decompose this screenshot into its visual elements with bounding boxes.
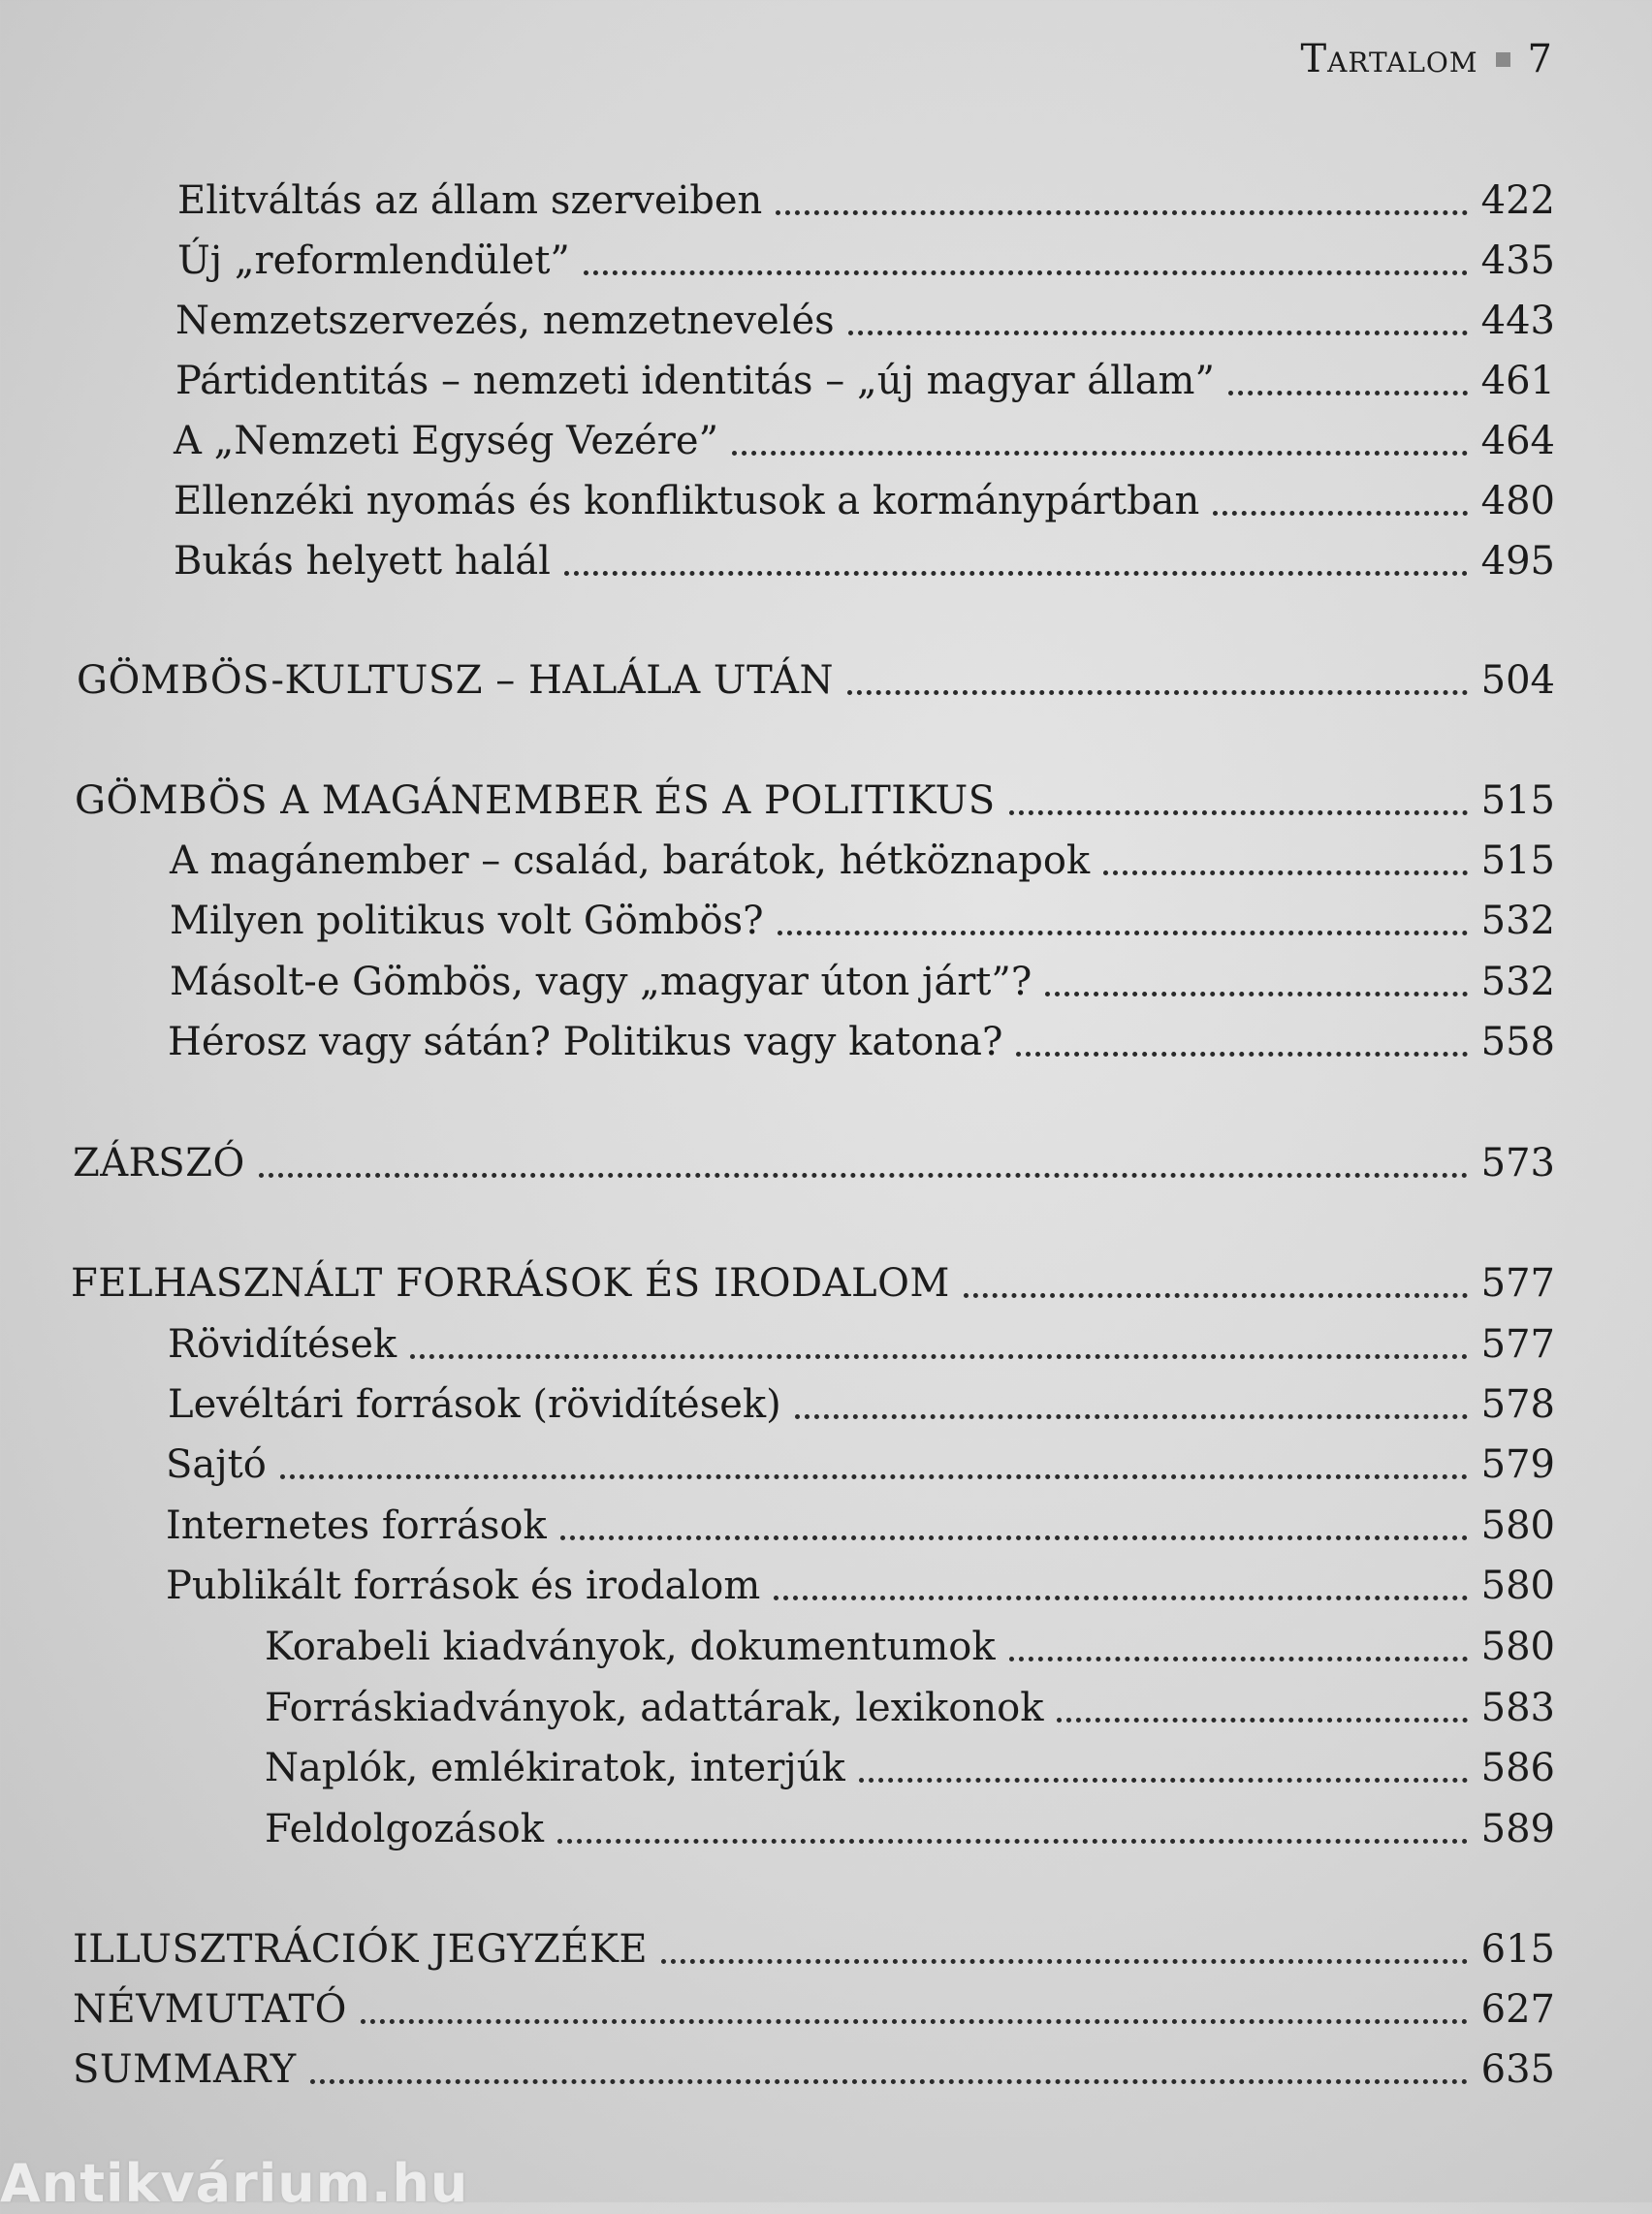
toc-entry <box>170 893 1555 949</box>
toc-entry <box>265 1801 1555 1857</box>
toc-entry-label: Ellenzéki nyomás és konfliktusok a kormánypártban <box>174 479 1200 523</box>
toc-entry <box>166 1558 1555 1614</box>
leader-dots <box>310 2079 1468 2084</box>
toc-entry <box>175 293 1555 349</box>
toc-chapter <box>73 1921 1555 1977</box>
toc-entry-page: 558 <box>1480 1020 1555 1064</box>
leader-dots <box>1009 810 1468 815</box>
toc-entry-page: 532 <box>1480 960 1555 1004</box>
toc-entry-label: Korabeli kiadványok, dokumentumok <box>265 1625 996 1669</box>
toc-entry <box>174 473 1555 529</box>
toc-chapter <box>73 1981 1555 2038</box>
toc-chapter-label: FELHASZNÁLT FORRÁSOK ÉS IRODALOM <box>71 1261 950 1306</box>
toc-entry-label: Elitváltás az állam szerveiben <box>177 178 763 223</box>
toc-entry-label: Milyen politikus volt Gömbös? <box>170 899 764 943</box>
toc-entry-label: Rövidítések <box>168 1322 397 1367</box>
toc-chapter <box>73 2041 1555 2098</box>
toc-entry <box>174 413 1555 469</box>
toc-chapter <box>71 1255 1555 1312</box>
leader-dots <box>795 1414 1468 1419</box>
toc-chapter-page: 504 <box>1480 658 1555 703</box>
toc-chapter-page: 577 <box>1480 1261 1555 1306</box>
toc-entry-page: 580 <box>1480 1503 1555 1548</box>
toc-entry-label: Feldolgozások <box>265 1807 544 1851</box>
running-header <box>1300 37 1552 81</box>
toc-entry-label: Levéltári források (rövidítések) <box>168 1382 781 1427</box>
leader-dots <box>964 1293 1468 1298</box>
toc-entry-label: Pártidentitás – nemzeti identitás – „új magyar állam” <box>175 359 1215 403</box>
leader-dots <box>1016 1052 1467 1057</box>
toc-entry-label: A magánember – család, barátok, hétköznapok <box>170 838 1091 883</box>
leader-dots <box>410 1354 1467 1359</box>
leader-dots <box>847 690 1468 695</box>
toc-entry-page: 586 <box>1480 1746 1555 1790</box>
leader-dots <box>774 1596 1467 1600</box>
toc-entry-page: 580 <box>1480 1564 1555 1608</box>
leader-dots <box>778 931 1468 935</box>
toc-entry <box>265 1680 1555 1736</box>
toc-entry <box>168 1316 1555 1373</box>
toc-entry-label: Forráskiadványok, adattárak, lexikonok <box>265 1686 1044 1730</box>
leader-dots <box>848 331 1468 335</box>
toc-entry-label: Publikált források és irodalom <box>166 1564 761 1608</box>
toc-entry <box>166 1498 1555 1554</box>
toc-entry-page: 461 <box>1480 359 1555 403</box>
toc-chapter-label: SUMMARY <box>73 2047 297 2092</box>
leader-dots <box>1045 992 1467 996</box>
toc-entry-label: Másolt-e Gömbös, vagy „magyar úton járt”? <box>170 960 1032 1004</box>
toc-entry-page: 589 <box>1480 1807 1555 1851</box>
toc-entry-page: 435 <box>1480 238 1555 283</box>
toc-chapter-page: 627 <box>1480 1987 1555 2032</box>
leader-dots <box>1057 1718 1467 1723</box>
toc-entry-label: A „Nemzeti Egység Vezére” <box>174 419 719 463</box>
toc-entry-page: 515 <box>1480 838 1555 883</box>
leader-dots <box>732 451 1468 456</box>
toc-chapter-page: 573 <box>1480 1141 1555 1186</box>
toc-entry-page: 443 <box>1480 299 1555 343</box>
header-page-number: 7 <box>1527 37 1552 81</box>
toc-entry <box>177 173 1555 229</box>
toc-entry <box>166 1437 1555 1493</box>
toc-entry-label: Naplók, emlékiratok, interjúk <box>265 1746 845 1790</box>
toc-entry-label: Bukás helyett halál <box>174 539 551 584</box>
leader-dots <box>280 1474 1468 1479</box>
toc-entry <box>170 954 1555 1010</box>
toc-entry-page: 579 <box>1480 1442 1555 1487</box>
leader-dots <box>259 1173 1468 1178</box>
leader-dots <box>557 1839 1468 1844</box>
toc-chapter <box>77 652 1555 709</box>
toc-entry <box>177 233 1555 289</box>
toc-chapter-page: 615 <box>1480 1927 1555 1972</box>
header-title: Tartalom <box>1300 37 1478 81</box>
toc-entry-page: 480 <box>1480 479 1555 523</box>
toc-entry <box>174 533 1555 589</box>
toc-entry-page: 532 <box>1480 899 1555 943</box>
leader-dots <box>859 1778 1468 1783</box>
toc-entry <box>168 1014 1555 1070</box>
toc-entry-label: Nemzetszervezés, nemzetnevelés <box>175 299 835 343</box>
toc-entry-page: 464 <box>1480 419 1555 463</box>
toc-chapter-label: GÖMBÖS A MAGÁNEMBER ÉS A POLITIKUS <box>75 778 996 823</box>
toc-entry-page: 422 <box>1480 178 1555 223</box>
leader-dots <box>361 2019 1468 2024</box>
toc-chapter-label: NÉVMUTATÓ <box>73 1987 347 2032</box>
toc-chapter-label: ILLUSZTRÁCIÓK JEGYZÉKE <box>73 1927 649 1972</box>
leader-dots <box>1228 391 1468 395</box>
leader-dots <box>584 270 1468 275</box>
toc-chapter-label: GÖMBÖS-KULTUSZ – HALÁLA UTÁN <box>77 658 834 703</box>
leader-dots <box>776 210 1467 215</box>
toc-entry <box>265 1619 1555 1675</box>
toc-entry-page: 583 <box>1480 1686 1555 1730</box>
toc-entry-label: Internetes források <box>166 1503 547 1548</box>
leader-dots <box>661 1959 1468 1964</box>
toc-chapter-page: 635 <box>1480 2047 1555 2092</box>
leader-dots <box>1103 870 1467 875</box>
toc-entry-label: Sajtó <box>166 1442 267 1487</box>
toc-entry <box>168 1376 1555 1433</box>
toc-entry-page: 577 <box>1480 1322 1555 1367</box>
header-square-icon <box>1496 52 1510 67</box>
leader-dots <box>564 571 1468 576</box>
toc-entry-page: 578 <box>1480 1382 1555 1427</box>
watermark: Antikvárium.hu <box>0 2153 469 2214</box>
toc-entry <box>170 833 1555 889</box>
toc-chapter <box>73 1135 1555 1191</box>
toc-entry-page: 580 <box>1480 1625 1555 1669</box>
toc-entry-label: Új „reformlendület” <box>177 238 570 283</box>
leader-dots <box>1213 511 1467 516</box>
toc-entry <box>265 1740 1555 1796</box>
toc-chapter-page: 515 <box>1480 778 1555 823</box>
leader-dots <box>560 1535 1468 1540</box>
toc-entry <box>175 353 1555 409</box>
toc-entry-label: Hérosz vagy sátán? Politikus vagy katona? <box>168 1020 1003 1064</box>
toc-chapter-label: ZÁRSZÓ <box>73 1141 245 1186</box>
toc-entry-page: 495 <box>1480 539 1555 584</box>
toc-chapter <box>75 773 1555 829</box>
leader-dots <box>1009 1657 1468 1661</box>
